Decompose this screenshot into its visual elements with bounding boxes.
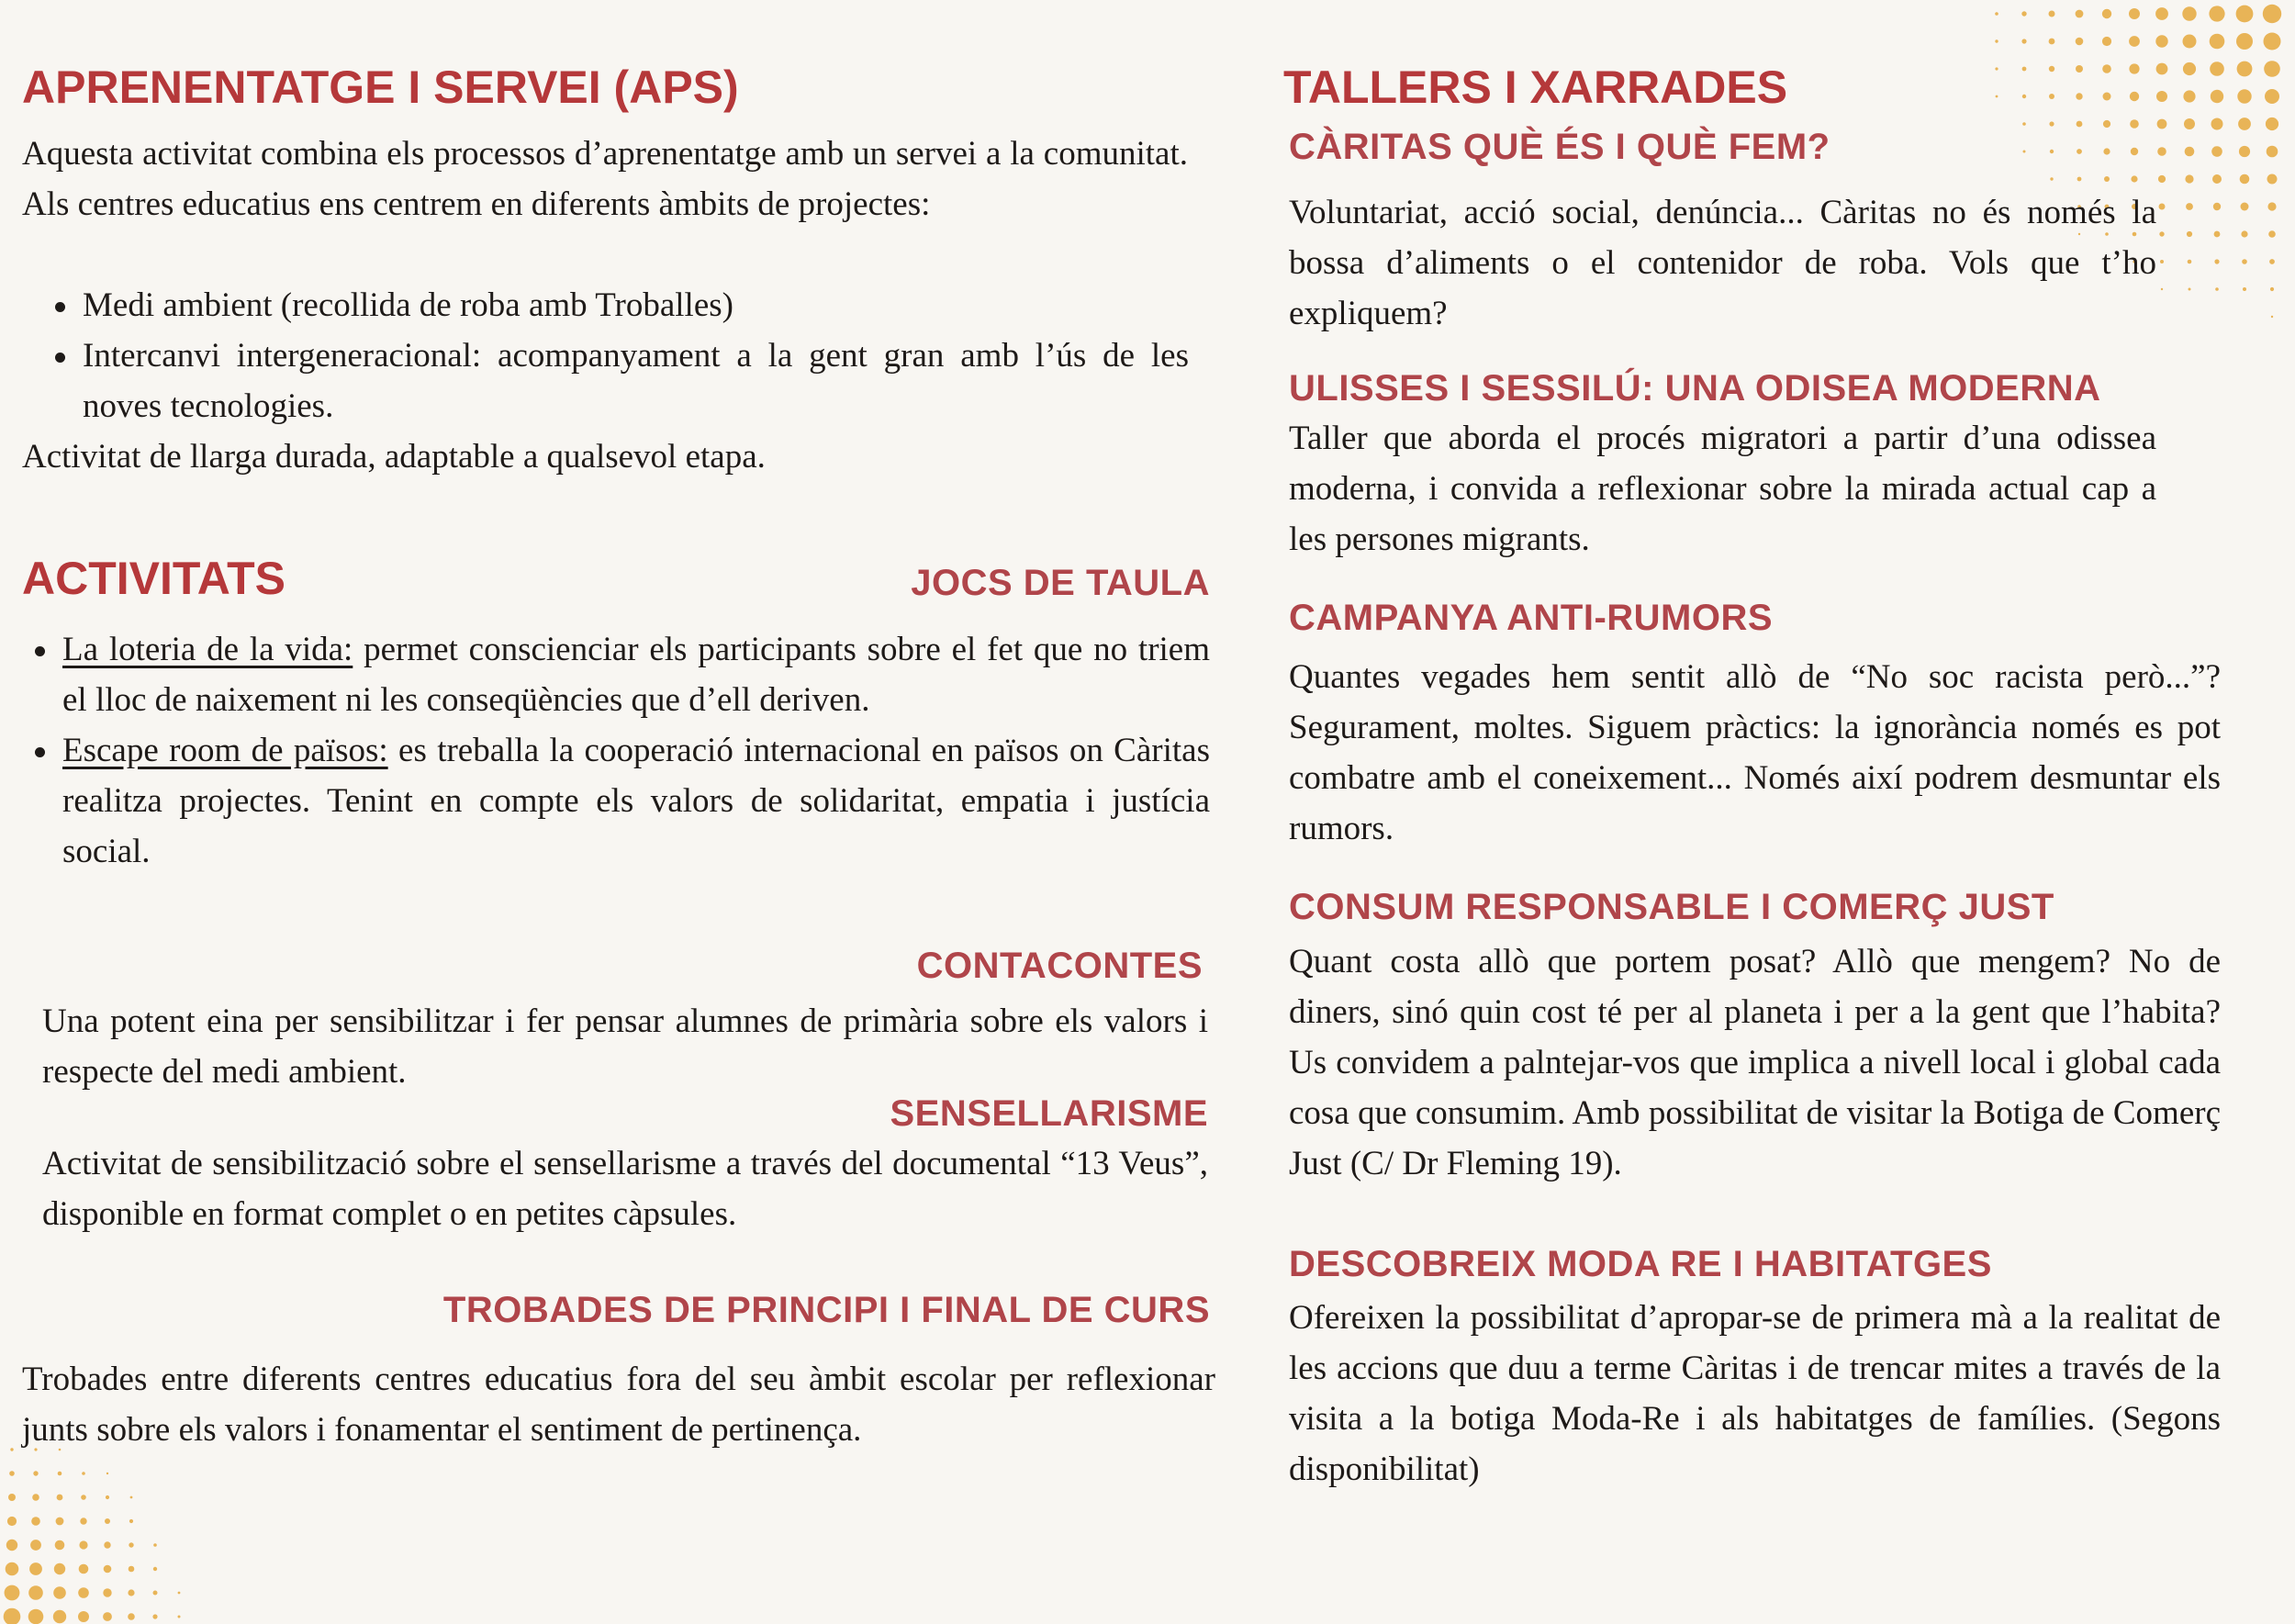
jocs-item-text: es treballa la cooperació internacional en països on Càritas realitza projectes. Tenint en compte els valors de solidaritat, empatia i justícia social. — [62, 732, 1210, 870]
decor-dot — [31, 1517, 40, 1526]
decor-dot — [2049, 66, 2054, 72]
decor-dot — [2076, 65, 2083, 73]
decor-dot — [1995, 12, 1998, 16]
decor-dot — [78, 1611, 89, 1622]
decor-dot — [2239, 146, 2250, 157]
decor-dot — [32, 1494, 39, 1501]
aps-item: Intercanvi intergeneracional: acompanyament a la gent gran amb l’ús de les noves tecnologies. — [83, 330, 1189, 431]
sensellarisme-title: SENSELLARISME — [890, 1093, 1208, 1134]
decor-dot — [2182, 6, 2196, 20]
decor-dot — [106, 1495, 109, 1499]
decor-dot — [2237, 89, 2251, 103]
decor-dot — [153, 1591, 158, 1596]
decor-dot — [29, 1562, 42, 1575]
decor-dot — [128, 1589, 134, 1596]
decor-dot — [2049, 11, 2055, 17]
decor-dot — [53, 1586, 66, 1599]
taller-title: ULISSES I SESSILÚ: UNA ODISEA MODERNA — [1289, 368, 2101, 409]
decor-dot — [2102, 9, 2111, 18]
decor-dot — [2211, 146, 2222, 157]
decor-dot — [2210, 62, 2224, 76]
jocs-item-name: Escape room de països: — [62, 732, 388, 769]
decor-dot — [79, 1540, 87, 1549]
decor-dot — [1995, 67, 1998, 70]
sensellarisme-text: Activitat de sensibilització sobre el sensellarisme a través del documental “13 Veus”, disponible en format complet o en petites càpsules. — [42, 1145, 1208, 1233]
decor-dot — [2076, 93, 2082, 99]
decor-dot — [2263, 5, 2281, 23]
decor-dot — [78, 1587, 89, 1598]
decor-dot — [2236, 33, 2253, 50]
decor-dot — [2050, 150, 2054, 153]
decor-dot — [82, 1472, 85, 1475]
taller-text: Ofereixen la possibilitat d’apropar-se de primera mà a la realitat de les accions que duu a terme Càritas i de trencar mites a través de la visita a la botiga Moda-Re i als habitatges de famílies. (Segons disponibilitat) — [1289, 1299, 2221, 1488]
decor-dot — [2077, 121, 2083, 128]
decor-dot — [2241, 203, 2249, 211]
decor-dot — [106, 1473, 108, 1474]
activitats-title: ACTIVITATS — [22, 553, 286, 604]
decor-dot — [2211, 118, 2223, 130]
decor-dot — [2076, 38, 2084, 46]
decor-dot — [2183, 35, 2197, 49]
decor-dot — [2021, 11, 2026, 16]
decor-dot — [2157, 119, 2167, 129]
decor-dot — [58, 1472, 62, 1476]
decor-dot — [130, 1496, 133, 1499]
taller-title: DESCOBREIX MODA RE I HABITATGES — [1289, 1244, 1992, 1284]
decor-dot — [2238, 118, 2251, 130]
decor-dot — [2267, 146, 2278, 158]
decor-dot — [103, 1612, 112, 1621]
trobades-title: TROBADES DE PRINCIPI I FINAL DE CURS — [442, 1290, 1210, 1330]
decor-dot — [33, 1471, 38, 1475]
decor-dot — [55, 1540, 65, 1551]
decor-dot — [105, 1518, 110, 1524]
decor-dot — [2021, 39, 2026, 43]
decor-dot — [1996, 95, 1998, 98]
decor-dot — [2050, 177, 2053, 180]
decor-dot — [2210, 34, 2225, 50]
decor-dot — [129, 1519, 133, 1523]
decor-dot — [2103, 120, 2110, 128]
jocs-list — [62, 624, 1210, 877]
decor-dot — [2187, 231, 2192, 237]
taller-text: Quant costa allò que portem posat? Allò que mengem? No de diners, sinó quin cost té per al planeta i per a la gent que l’habita? Us convidem a palntejar-vos que implica a nivell local i global cada cosa que consumim. Amb possibilitat de visitar la Botiga de Comerç Just (C/ Dr Fleming 19). — [1289, 943, 2221, 1182]
decor-dot — [5, 1585, 20, 1601]
decor-dot — [4, 1608, 21, 1624]
decor-dot — [2102, 37, 2111, 46]
decor-dot — [81, 1495, 86, 1500]
decor-dot — [2267, 174, 2278, 185]
tallers-title: TALLERS I XARRADES — [1283, 62, 1788, 113]
decor-dot — [2212, 174, 2222, 184]
decor-dot — [129, 1542, 133, 1547]
decor-dot — [53, 1610, 66, 1623]
decor-dot — [28, 1609, 44, 1624]
decor-dot — [2131, 175, 2137, 182]
decor-dot — [2214, 259, 2219, 263]
decor-dot — [2215, 287, 2219, 291]
decor-dot — [2076, 10, 2084, 18]
decor-dot — [2269, 259, 2275, 264]
taller-text: Taller que aborda el procés migratori a partir d’una odissea moderna, i convida a reflexionar sobre la mirada actual cap a les persones migrants. — [1289, 420, 2156, 558]
decor-dot — [129, 1566, 135, 1573]
decor-dot — [104, 1541, 110, 1548]
decor-dot — [2270, 287, 2274, 291]
decor-dot — [2211, 90, 2223, 103]
contacontes-text: Una potent eina per sensibilitzar i fer pensar alumnes de primària sobre els valors i respecte del medi ambient. — [42, 1002, 1208, 1091]
decor-dot — [2240, 174, 2250, 185]
taller-title: CAMPANYA ANTI-RUMORS — [1289, 598, 1774, 638]
decor-dot — [2022, 67, 2027, 72]
decor-dot — [2161, 288, 2163, 290]
aps-closing: Activitat de llarga durada, adaptable a qualsevol etapa. — [22, 438, 766, 476]
decor-dot — [2266, 118, 2278, 130]
decor-dot — [2156, 91, 2167, 102]
decor-dot — [2155, 35, 2167, 47]
decor-dot — [2267, 202, 2276, 210]
decor-dot — [2186, 203, 2193, 210]
decor-dot — [103, 1588, 111, 1596]
decor-dot — [2049, 94, 2054, 99]
decor-dot — [10, 1448, 13, 1450]
decor-dot — [2183, 90, 2195, 102]
decor-dot — [8, 1494, 16, 1501]
decor-dot — [2184, 118, 2195, 129]
contacontes-title: CONTACONTES — [916, 946, 1203, 986]
decor-dot — [2242, 259, 2247, 264]
decor-dot — [2131, 148, 2138, 155]
jocs-item-name: La loteria de la vida: — [62, 631, 353, 668]
aps-title: APRENENTATGE I SERVEI (APS) — [22, 62, 739, 113]
decor-dot — [6, 1540, 17, 1551]
decor-dot — [152, 1614, 157, 1618]
decor-dot — [2049, 39, 2055, 45]
taller-text: Quantes vegades hem sentit allò de “No soc racista però...”? Segurament, moltes. Siguem pràctics: la ignorància només es pot combatre amb el coneixement... Només així podrem desmuntar els rumors. — [1289, 658, 2221, 847]
decor-dot — [2049, 121, 2054, 126]
decor-dot — [79, 1564, 89, 1574]
decor-dot — [2268, 230, 2276, 238]
decor-dot — [2159, 231, 2164, 236]
decor-dot — [57, 1495, 63, 1501]
decor-dot — [80, 1518, 86, 1524]
decor-dot — [30, 1540, 41, 1551]
decor-dot — [2264, 33, 2281, 50]
decor-dot — [1995, 39, 1998, 42]
decor-dot — [2022, 95, 2026, 98]
aps-list — [83, 280, 1189, 431]
decor-dot — [2183, 62, 2196, 75]
taller-title: CONSUM RESPONSABLE I COMERÇ JUST — [1289, 887, 2054, 927]
decor-dot — [2209, 6, 2224, 21]
decor-dot — [2129, 63, 2139, 73]
decor-dot — [2213, 203, 2221, 210]
decor-dot — [2265, 89, 2279, 104]
decor-dot — [153, 1543, 157, 1547]
taller-title: CÀRITAS QUÈ ÉS I QUÈ FEM? — [1289, 127, 1830, 167]
aps-intro: Aquesta activitat combina els processos d’aprenentatge amb un servei a la comunitat. Als centres educatius ens centrem en diferents àmbits de projectes: — [22, 135, 1188, 223]
decor-dot — [2236, 6, 2254, 23]
aps-item: Medi ambient (recollida de roba amb Troballes) — [83, 280, 1189, 330]
decor-dot — [54, 1563, 65, 1574]
decor-dot — [2077, 177, 2082, 182]
decor-dot — [2271, 316, 2273, 318]
jocs-item-text: permet conscienciar els participants sobre el fet que no triem el lloc de naixement ni les conseqüències que d’ell deriven. — [62, 631, 1210, 719]
decor-dot — [128, 1613, 135, 1620]
taller-text: Voluntariat, acció social, denúncia... Càritas no és només la bossa d’aliments o el contenidor de roba. Vols que t’ho expliquem? — [1289, 194, 2156, 332]
decor-dot — [2189, 288, 2191, 291]
decor-dot — [2214, 231, 2221, 238]
decor-dot — [2185, 147, 2195, 157]
decor-dot — [2237, 62, 2253, 77]
decor-dot — [28, 1585, 43, 1600]
decor-dot — [2185, 174, 2193, 183]
decor-dot — [2157, 147, 2166, 156]
decor-dot — [2264, 61, 2280, 77]
jocs-item — [62, 725, 1210, 877]
decor-dot — [2159, 204, 2166, 210]
decor-dot — [2077, 149, 2082, 154]
decor-dot — [2102, 64, 2111, 73]
decor-dot — [56, 1518, 64, 1526]
decor-dot — [2129, 36, 2140, 47]
decor-dot — [2156, 63, 2168, 75]
decor-dot — [2155, 7, 2168, 20]
decor-dot — [2022, 122, 2026, 126]
decor-dot — [2160, 260, 2164, 263]
decor-dot — [2158, 175, 2166, 183]
decor-dot — [2130, 92, 2139, 101]
decor-dot — [178, 1616, 181, 1618]
jocs-item — [62, 624, 1210, 725]
decor-dot — [104, 1565, 112, 1574]
decor-dot — [178, 1592, 181, 1595]
decor-dot — [7, 1517, 17, 1526]
decor-dot — [2243, 287, 2246, 291]
decor-dot — [2023, 151, 2026, 153]
decor-dot — [9, 1471, 15, 1476]
trobades-text: Trobades entre diferents centres educatius fora del seu àmbit escolar per reflexionar junts sobre els valors i fonamentar el sentiment de pertinença. — [22, 1361, 1215, 1449]
decor-dot — [2103, 93, 2111, 101]
jocs-title: JOCS DE TAULA — [911, 563, 1210, 603]
decor-dot — [2104, 176, 2110, 182]
decor-dot — [2103, 148, 2110, 154]
decor-dot — [2188, 260, 2192, 264]
decor-dot — [153, 1567, 157, 1571]
decor-dot — [2130, 119, 2139, 129]
decor-dot — [2241, 230, 2247, 237]
decor-dot — [6, 1562, 19, 1576]
decor-dot — [2129, 8, 2140, 19]
